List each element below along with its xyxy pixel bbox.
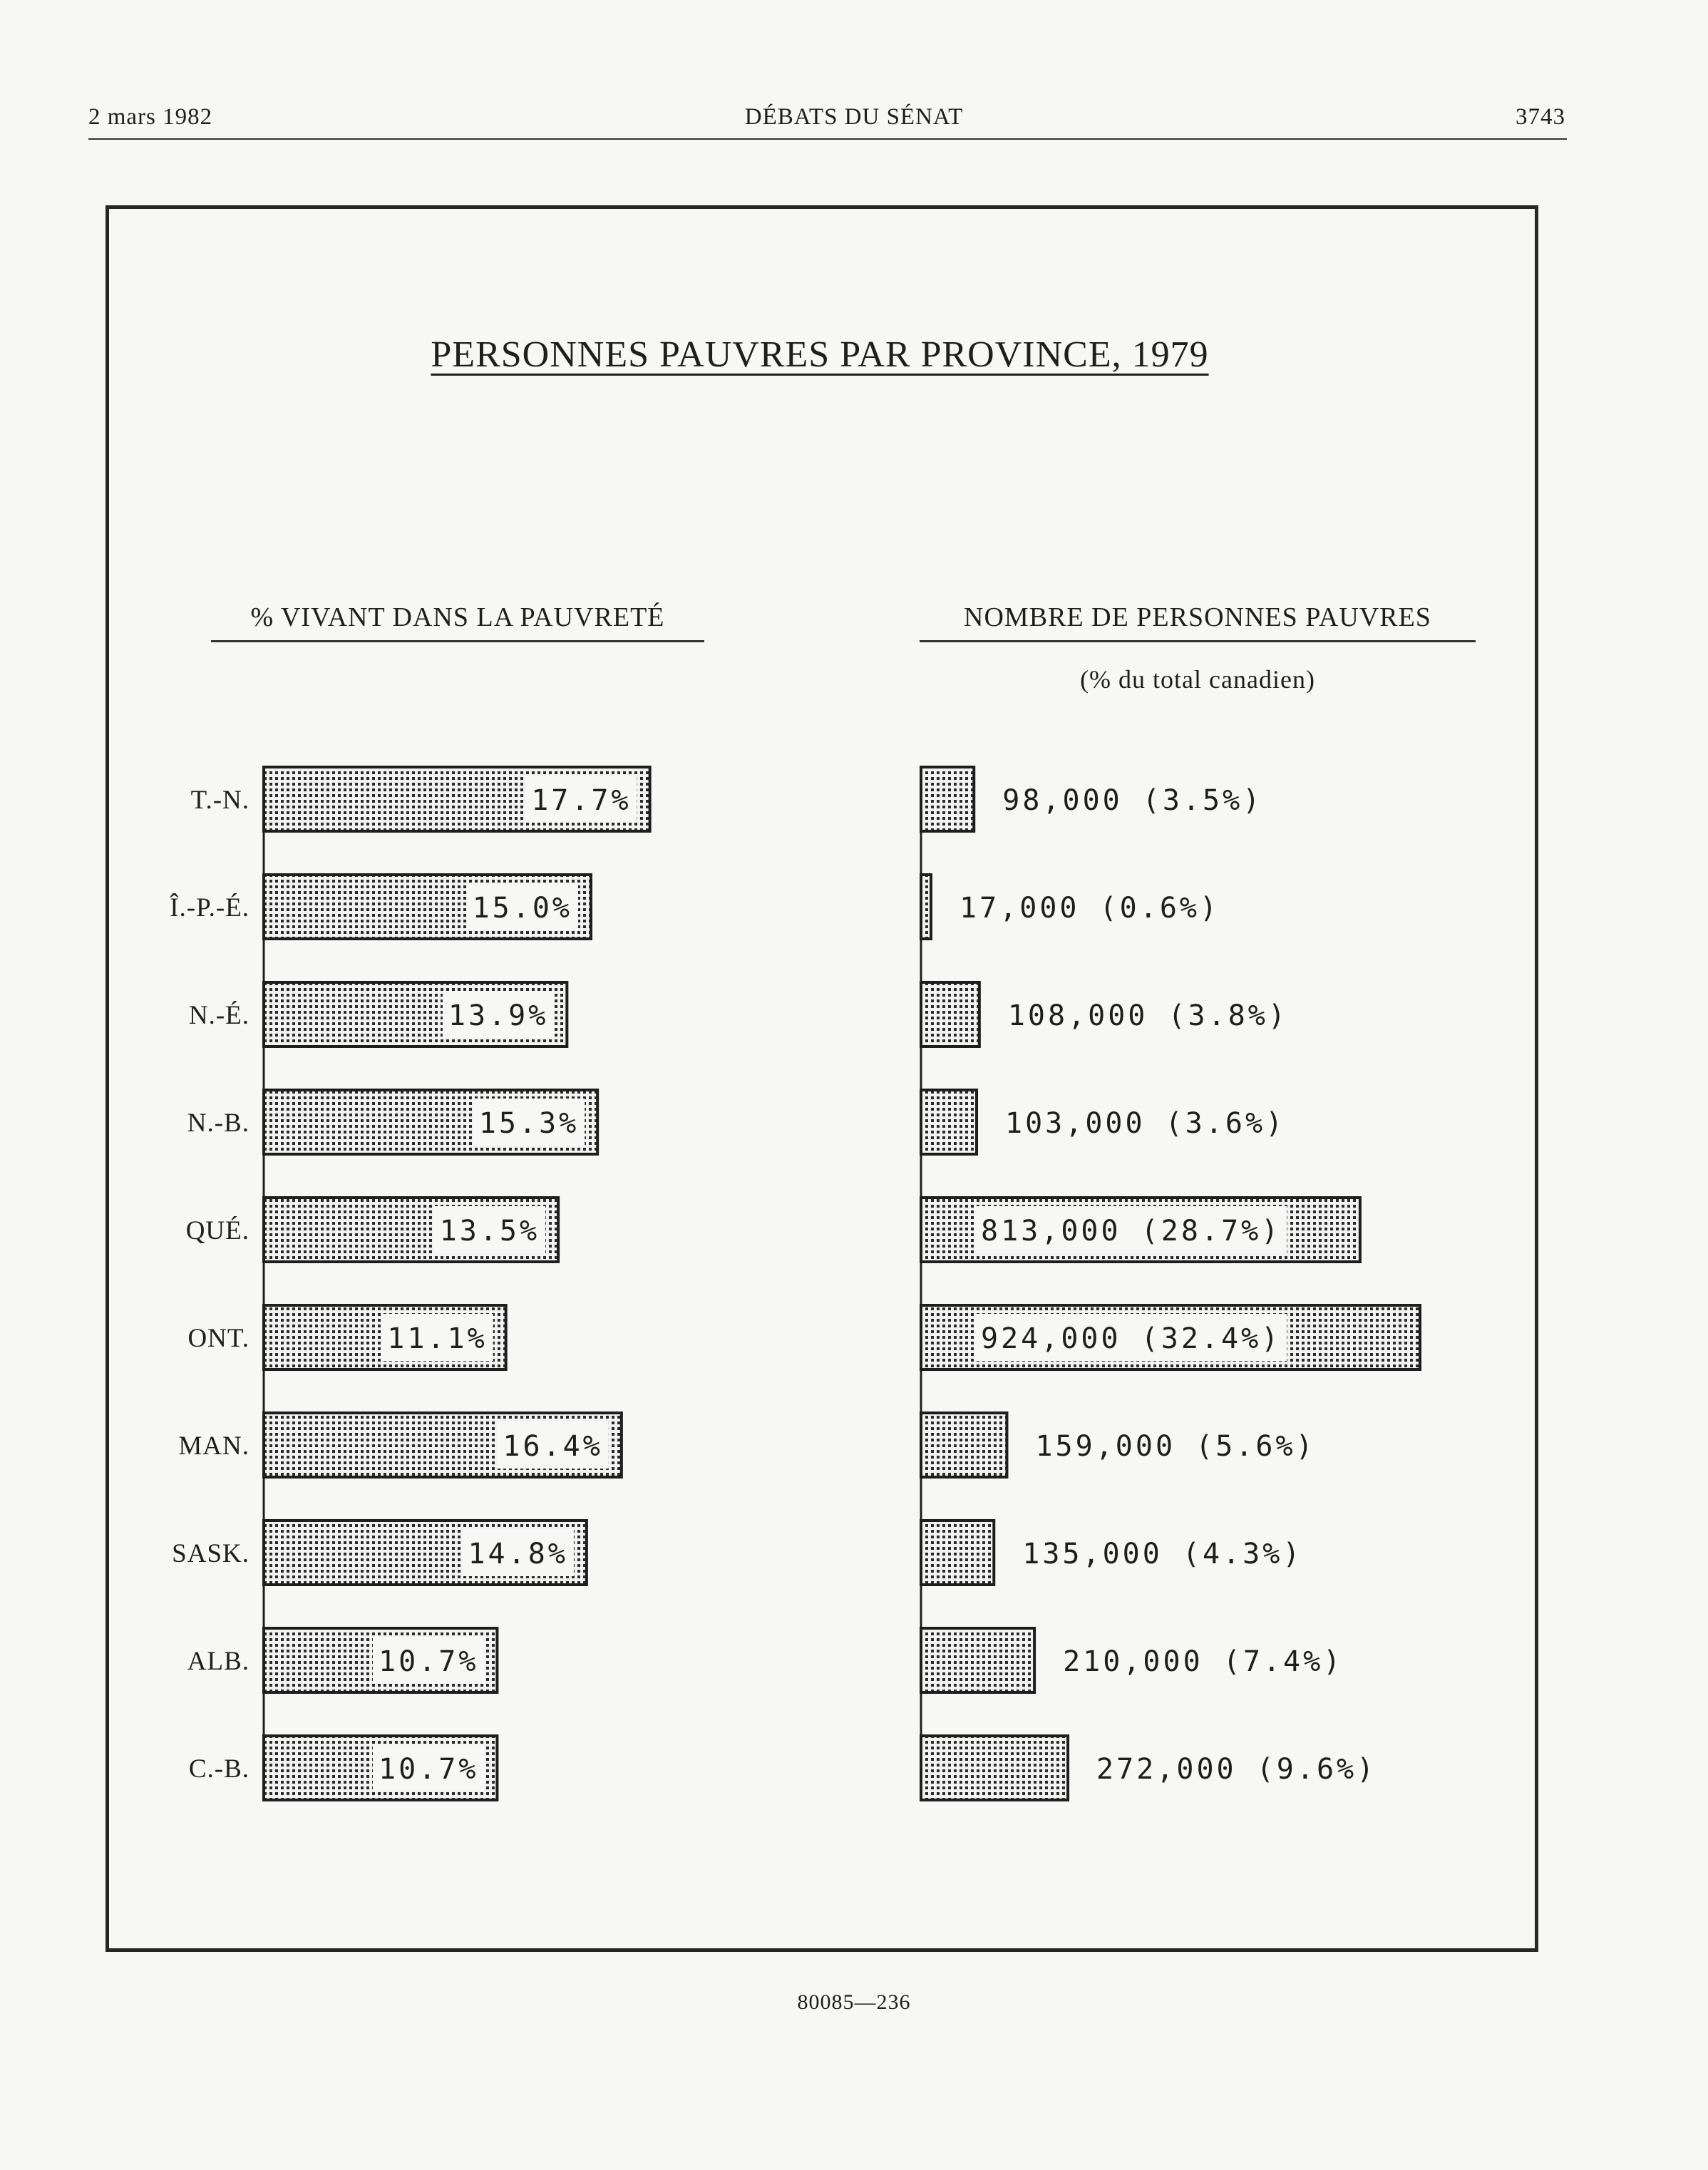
left-data-label: 16.4% [503,1430,603,1463]
left-category-label: MAN. [178,1431,249,1461]
left-category-label: SASK. [172,1539,249,1568]
right-data-label: 108,000 (3.8%) [1007,999,1288,1032]
page-footer-code: 80085—236 [797,1990,911,2014]
right-bar [921,1090,977,1154]
left-data-label: 15.3% [478,1107,580,1140]
right-data-label: 17,000 (0.6%) [960,892,1220,925]
left-category-label: QUÉ. [185,1216,249,1245]
right-data-label: 98,000 (3.5%) [1002,784,1263,817]
left-data-label: 10.7% [378,1645,479,1678]
right-data-label: 159,000 (5.6%) [1035,1430,1316,1463]
left-bar-chart [170,767,649,1800]
right-panel-title: NOMBRE DE PERSONNES PAUVRES [920,602,1476,642]
left-category-label: ALB. [187,1647,249,1676]
left-category-label: N.-É. [188,1001,249,1030]
right-bar [921,875,931,939]
left-category-label: Î.-P.-É. [170,893,249,922]
left-data-label: 15.0% [472,892,572,925]
right-bar-chart [921,767,1420,1800]
right-data-label: 924,000 (32.4%) [981,1322,1282,1355]
right-panel-subtitle: (% du total canadien) [1080,665,1315,694]
right-bar [921,1521,994,1585]
right-bar [921,767,974,831]
left-data-label: 10.7% [378,1753,479,1786]
header-publication: DÉBATS DU SÉNAT [744,104,964,130]
right-bar [921,1413,1007,1477]
left-data-label: 17.7% [531,784,632,817]
left-category-label: C.-B. [188,1754,249,1784]
right-data-label: 135,000 (4.3%) [1022,1538,1303,1570]
left-category-label: T.-N. [190,786,249,815]
left-data-label: 11.1% [387,1322,488,1355]
left-panel-title: % VIVANT DANS LA PAUVRETÉ [211,602,704,642]
right-bar [921,982,979,1047]
right-bar [921,1736,1068,1800]
right-data-label: 813,000 (28.7%) [981,1215,1282,1248]
right-data-label: 210,000 (7.4%) [1063,1645,1344,1678]
chart-title: PERSONNES PAUVRES PAR PROVINCE, 1979 [431,334,1209,375]
header-page-number: 3743 [1516,104,1565,130]
right-bar [921,1628,1034,1692]
left-category-label: ONT. [187,1324,249,1353]
left-data-label: 13.9% [448,999,549,1032]
left-data-label: 14.8% [468,1538,568,1570]
left-category-label: N.-B. [187,1109,249,1138]
left-data-label: 13.5% [439,1215,540,1248]
right-data-label: 272,000 (9.6%) [1096,1753,1377,1786]
header-date: 2 mars 1982 [88,104,213,130]
right-data-label: 103,000 (3.6%) [1005,1107,1286,1140]
